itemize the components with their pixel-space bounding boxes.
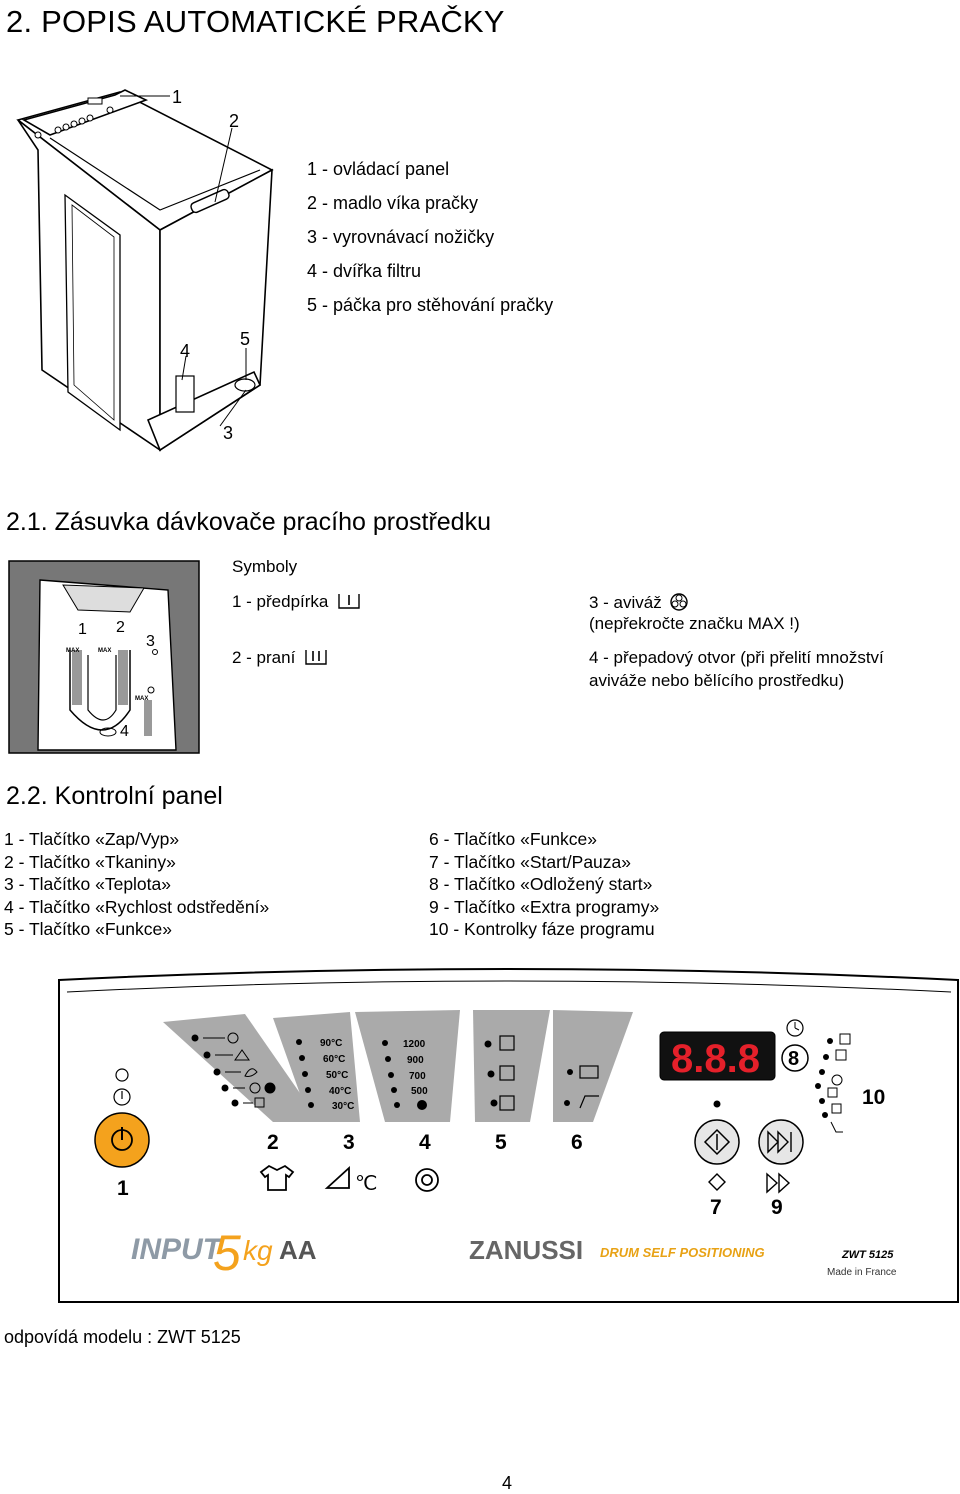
wash-icon — [304, 648, 328, 666]
softener-flower-icon — [669, 592, 689, 612]
start-pause-button[interactable] — [695, 1120, 739, 1164]
spin-speed-label: 700 — [409, 1071, 426, 1082]
button-number-5: 5 — [495, 1131, 507, 1154]
temp-label: 40°C — [329, 1086, 352, 1097]
washer-callout-3: 3 — [223, 423, 234, 443]
brand-five: 5 — [213, 1225, 241, 1281]
legend-item: 2 - madlo víka pračky — [307, 193, 479, 213]
washer-callout-4: 4 — [180, 341, 191, 361]
brand-energy-class: AA — [279, 1235, 317, 1265]
control-item: 2 - Tlačítko «Tkaniny» — [4, 851, 176, 872]
symbol-item-softener — [589, 592, 689, 613]
drum-self-positioning: DRUM SELF POSITIONING — [600, 1245, 765, 1260]
control-item: 9 - Tlačítko «Extra programy» — [429, 896, 660, 917]
control-panel-illustration — [55, 962, 960, 1304]
symbols-title: Symboly — [232, 557, 298, 576]
symbol-item-label: 1 - předpírka — [232, 592, 329, 611]
svg-text:℃: ℃ — [355, 1173, 378, 1195]
drawer-label-4: 4 — [120, 723, 129, 740]
eco-icon — [265, 1083, 275, 1093]
washer-illustration — [10, 80, 300, 460]
symbol-item-label: 3 - aviváž — [589, 593, 662, 612]
delay-start-button[interactable] — [782, 1045, 808, 1071]
overflow-item-line1: 4 - přepadový otvor (při přelití množství — [589, 648, 884, 667]
page-title: 2. POPIS AUTOMATICKÉ PRAČKY — [6, 4, 505, 39]
washer-callout-2: 2 — [229, 111, 240, 131]
drawer-label-2: 2 — [116, 619, 125, 636]
display-digits: 8.8.8 — [671, 1037, 760, 1081]
legend-item: 1 - ovládací panel — [307, 159, 450, 179]
control-item: 4 - Tlačítko «Rychlost odstředění» — [4, 896, 270, 917]
drawer-label-1: 1 — [78, 621, 87, 638]
section-heading-control-panel: 2.2. Kontrolní panel — [6, 782, 223, 810]
model-footer: odpovídá modelu : ZWT 5125 — [4, 1327, 241, 1347]
control-item: 10 - Kontrolky fáze programu — [429, 919, 655, 940]
temp-label: 50°C — [326, 1070, 349, 1081]
dispenser-drawer-illustration — [8, 560, 200, 754]
button-number-7: 7 — [710, 1196, 722, 1219]
made-in-label: Made in France — [827, 1267, 897, 1278]
display — [660, 1032, 775, 1081]
button-number-9: 9 — [771, 1196, 783, 1219]
control-item: 1 - Tlačítko «Zap/Vyp» — [4, 829, 180, 849]
overflow-item-line2: aviváže nebo bělícího prostředku) — [589, 671, 845, 690]
spin-speed-label: 900 — [407, 1055, 424, 1066]
drawer-max-2: MAX — [98, 648, 112, 654]
legend-item: 3 - vyrovnávací nožičky — [307, 227, 495, 247]
power-button[interactable] — [95, 1113, 149, 1167]
button-number-4: 4 — [419, 1131, 431, 1154]
section-heading-dispenser: 2.1. Zásuvka dávkovače pracího prostředku — [6, 508, 491, 536]
no-spin-icon — [417, 1100, 427, 1110]
washer-callout-5: 5 — [240, 329, 251, 349]
control-item: 5 - Tlačítko «Funkce» — [4, 919, 172, 940]
symbol-item-wash — [232, 648, 328, 668]
button-number-2: 2 — [267, 1131, 279, 1154]
temp-label: 90°C — [320, 1038, 343, 1049]
page-number: 4 — [502, 1473, 513, 1493]
softener-max-note: (nepřekročte značku MAX !) — [589, 614, 800, 633]
brand-kg: kg — [243, 1235, 273, 1266]
symbol-item-label: 2 - praní — [232, 648, 296, 667]
model-label: ZWT 5125 — [842, 1249, 894, 1261]
prewash-icon — [337, 592, 361, 610]
washer-legend — [307, 159, 553, 329]
temp-label: 60°C — [323, 1054, 346, 1065]
button-number-6: 6 — [571, 1131, 583, 1154]
control-item: 6 - Tlačítko «Funkce» — [429, 829, 597, 849]
control-panel-list-right — [429, 829, 659, 942]
control-item: 3 - Tlačítko «Teplota» — [4, 874, 171, 895]
button-number-10: 10 — [862, 1086, 886, 1109]
drawer-max-1: MAX — [66, 648, 80, 654]
legend-item: 5 - páčka pro stěhování pračky — [307, 295, 554, 315]
control-item: 7 - Tlačítko «Start/Pauza» — [429, 851, 632, 872]
power-led-off — [116, 1069, 128, 1081]
button-number-1: 1 — [117, 1177, 129, 1200]
extra-programs-button[interactable] — [759, 1120, 803, 1164]
button-number-3: 3 — [343, 1131, 355, 1154]
brand-zanussi: ZANUSSI — [469, 1235, 584, 1265]
spin-speed-label: 1200 — [403, 1039, 426, 1050]
button-number-8: 8 — [788, 1048, 800, 1070]
control-item: 8 - Tlačítko «Odložený start» — [429, 874, 653, 895]
spin-speed-label: 500 — [411, 1086, 428, 1097]
drawer-max-3: MAX — [135, 696, 149, 702]
drawer-label-3: 3 — [146, 633, 155, 650]
legend-item: 4 - dvířka filtru — [307, 261, 422, 281]
symbol-item-prewash — [232, 592, 361, 612]
temp-label: 30°C — [332, 1101, 355, 1112]
control-panel-list-left — [4, 829, 269, 942]
brand-input: INPUT — [131, 1233, 221, 1266]
washer-callout-1: 1 — [172, 87, 183, 107]
